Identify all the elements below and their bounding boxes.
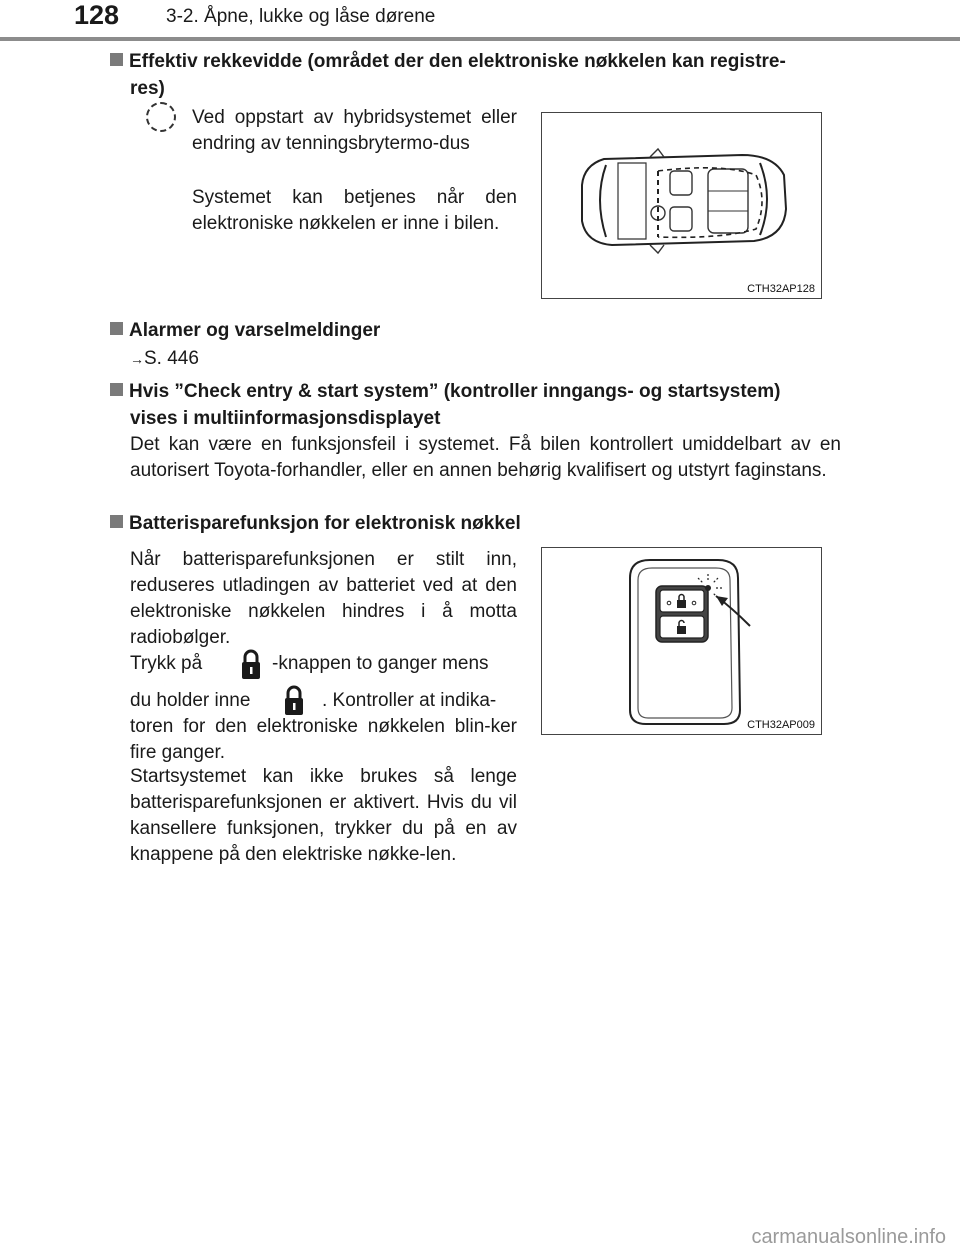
heading-battery: Batterisparefunksjon for elektronisk nøkkel: [129, 513, 521, 534]
alarms-reference[interactable]: [130, 346, 199, 372]
section-heading-alarms: [110, 317, 380, 344]
lock-icon: [283, 683, 305, 717]
check-paragraph: Det kan være en funksjonsfeil i systemet. Få bilen kontrollert umiddelbart av en autorisert Toyota-forhandler, eller en annen behørig kvalifisert og utstyrt faginstans.: [130, 434, 841, 481]
heading-check-line1: Hvis ”Check entry & start system” (kontroller inngangs- og startsystem): [129, 381, 781, 402]
bullet-square-icon: [110, 383, 123, 396]
range-para-2: Systemet kan betjenes når den elektroniske nøkkelen er inne i bilen.: [192, 187, 517, 234]
header-divider: [0, 37, 960, 41]
section-heading-range: [110, 48, 860, 102]
car-top-view-illustration: [542, 113, 821, 298]
heading-range-line1: Effektiv rekkevidde (området der den elektroniske nøkkelen kan registre-: [129, 51, 786, 72]
header-title: 3-2. Åpne, lukke og låse dørene: [166, 6, 436, 27]
watermark: carmanualsonline.info: [751, 1226, 946, 1248]
figure-label: CTH32AP009: [747, 719, 815, 731]
page-number: 128: [74, 0, 120, 30]
bullet-square-icon: [110, 515, 123, 528]
figure-car-range: [541, 112, 822, 299]
bullet-square-icon: [110, 53, 123, 66]
arrow-right-icon: →: [130, 351, 144, 367]
section-heading-check: [110, 378, 870, 432]
bullet-square-icon: [110, 322, 123, 335]
hold-text-a: du holder inne: [130, 690, 251, 711]
battery-para-1: Når batterisparefunksjonen er stilt inn, reduseres utladingen av batteriet ved at den elektroniske nøkkelen hindres i å motta radiobølger.: [130, 549, 517, 648]
battery-para-2: toren for den elektroniske nøkkelen blin-ker fire ganger.: [130, 716, 517, 763]
dashed-circle-icon: [146, 102, 176, 132]
figure-label: CTH32AP128: [747, 283, 815, 295]
press-text-a: Trykk på: [130, 653, 203, 674]
heading-check-line2: vises i multiinformasjonsdisplayet: [130, 408, 441, 429]
smart-key-illustration: [542, 548, 821, 734]
heading-range-line2: res): [130, 78, 165, 99]
battery-para-3: Startsystemet kan ikke brukes så lenge batterisparefunksjonen er aktivert. Hvis du vil kansellere funksjonen, trykker du på en av knappene på den elektriske nøkke-len.: [130, 766, 517, 865]
hold-text-b: . Kontroller at indika-: [322, 690, 497, 711]
section-heading-battery: [110, 510, 521, 537]
heading-alarms: Alarmer og varselmeldinger: [129, 320, 381, 341]
reference-link[interactable]: S. 446: [144, 348, 199, 369]
lock-icon: [240, 647, 262, 681]
press-text-b: -knappen to ganger mens: [272, 653, 489, 674]
figure-smart-key: [541, 547, 822, 735]
range-para-1: Ved oppstart av hybridsystemet eller endring av tenningsbrytermo-dus: [192, 107, 517, 154]
